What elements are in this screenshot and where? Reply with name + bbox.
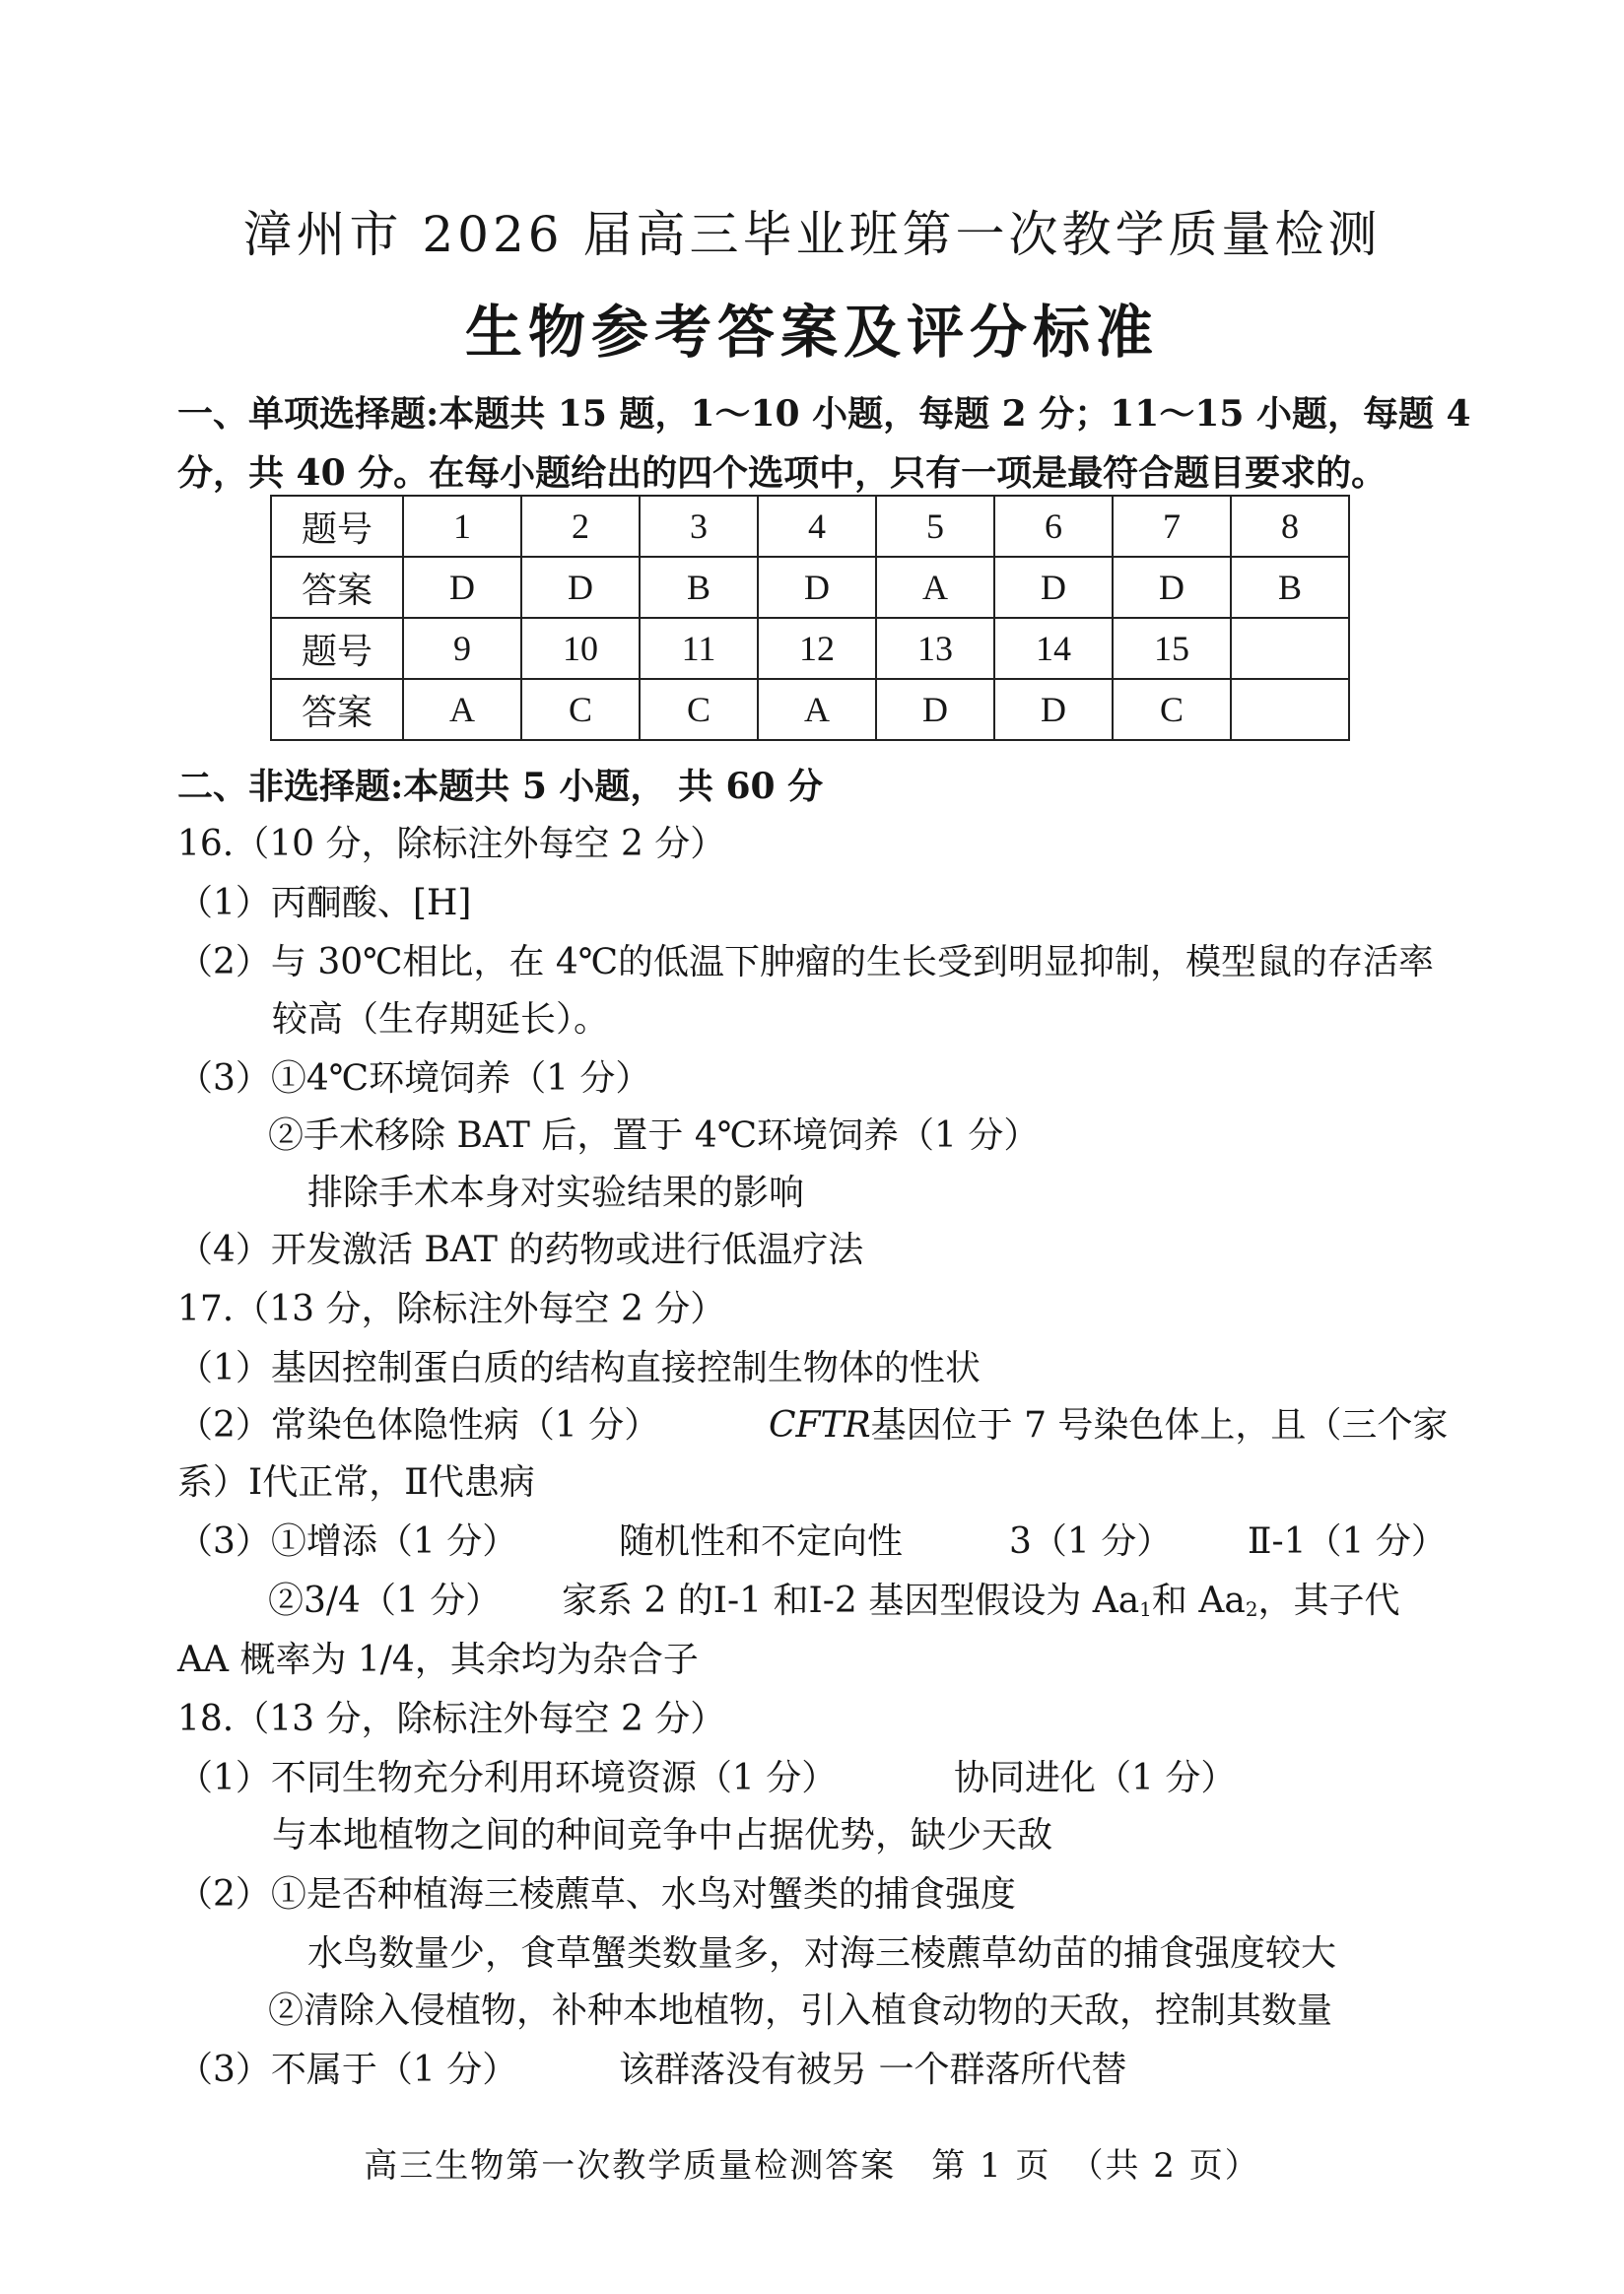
table-cell: B [1231, 557, 1349, 618]
table-cell: 11 [640, 618, 758, 679]
table-cell: 13 [876, 618, 994, 679]
section2-heading: 二、非选择题:本题共 5 小题， 共 60 分 [177, 766, 824, 807]
table-cell: 5 [876, 496, 994, 557]
table-cell: A [758, 679, 876, 740]
table-cell: D [403, 557, 521, 618]
table-cell: 4 [758, 496, 876, 557]
table-cell: A [403, 679, 521, 740]
section1-heading-line2: 分，共 40 分。在每小题给出的四个选项中，只有一项是最符合题目要求的。 [177, 452, 1387, 494]
table-cell: 8 [1231, 496, 1349, 557]
q17-answer-2b: 系）Ⅰ代正常，Ⅱ代患病 [177, 1462, 535, 1503]
q17-title: 17.（13 分，除标注外每空 2 分） [177, 1289, 726, 1329]
q16-answer-3b: ②手术移除 BAT 后，置于 4℃环境饲养（1 分） [268, 1115, 1040, 1156]
gene-name: CFTR [769, 1405, 871, 1446]
table-cell: 7 [1113, 496, 1231, 557]
table-row-numbers-2 [271, 618, 1349, 679]
table-cell: 2 [521, 496, 640, 557]
table-header-question: 题号 [271, 496, 403, 557]
q16-title: 16.（10 分，除标注外每空 2 分） [177, 824, 726, 864]
table-cell: 14 [994, 618, 1113, 679]
q18-answer-3b: 该群落没有被另 一个群落所代替 [619, 2050, 1127, 2090]
table-cell: D [521, 557, 640, 618]
q18-answer-3a: （3）不属于（1 分） [177, 2050, 518, 2090]
document-title: 漳州市 2026 届高三毕业班第一次教学质量检测 [242, 206, 1382, 263]
q17-answer-3a-4: Ⅱ-1（1 分） [1248, 1521, 1447, 1562]
table-cell: D [994, 679, 1113, 740]
q17-answer-2-left: （2）常染色体隐性病（1 分） [177, 1405, 660, 1446]
q17-answer-3b-2: 家系 2 的Ⅰ-1 和Ⅰ-2 基因型假设为 $Aa_1$和 $Aa_2$，其子代 [562, 1581, 1400, 1621]
table-cell: 9 [403, 618, 521, 679]
table-header-answer: 答案 [271, 679, 403, 740]
q18-answer-1b: 协同进化（1 分） [954, 1758, 1237, 1798]
page-footer: 高三生物第一次教学质量检测答案 第 1 页 （共 2 页） [364, 2146, 1260, 2186]
table-cell: C [640, 679, 758, 740]
table-cell: 12 [758, 618, 876, 679]
table-row-answers-1 [271, 557, 1349, 618]
table-cell: A [876, 557, 994, 618]
q18-answer-2c: ②清除入侵植物，补种本地植物，引入植食动物的天敌，控制其数量 [268, 1990, 1333, 2031]
table-cell [1231, 679, 1349, 740]
table-cell: D [876, 679, 994, 740]
q17-answer-1: （1）基因控制蛋白质的结构直接控制生物体的性状 [177, 1348, 981, 1388]
q16-answer-3a: （3）①4℃环境饲养（1 分） [177, 1058, 651, 1099]
q16-answer-1: （1）丙酮酸、[H] [177, 883, 472, 923]
table-cell: 3 [640, 496, 758, 557]
q18-answer-2b: 水鸟数量少，食草蟹类数量多，对海三棱藨草幼苗的捕食强度较大 [307, 1933, 1337, 1974]
answer-table [270, 495, 1350, 741]
q18-answer-2a: （2）①是否种植海三棱藨草、水鸟对蟹类的捕食强度 [177, 1874, 1016, 1915]
q17-answer-3a-1: （3）①增添（1 分） [177, 1521, 518, 1562]
q17-answer-3b-1: ②3/4（1 分） [268, 1581, 502, 1621]
table-row-numbers-1 [271, 496, 1349, 557]
table-cell: C [521, 679, 640, 740]
q18-title: 18.（13 分，除标注外每空 2 分） [177, 1699, 726, 1739]
table-header-question: 题号 [271, 618, 403, 679]
table-cell: D [1113, 557, 1231, 618]
table-cell: 1 [403, 496, 521, 557]
table-row-answers-2 [271, 679, 1349, 740]
section1-heading-line1: 一、单项选择题:本题共 15 题，1～10 小题，每题 2 分；11～15 小题，每题 4 [177, 393, 1471, 435]
document-subtitle: 生物参考答案及评分标准 [464, 299, 1159, 366]
q16-answer-4: （4）开发激活 BAT 的药物或进行低温疗法 [177, 1230, 864, 1270]
q16-answer-2a: （2）与 30℃相比，在 4℃的低温下肿瘤的生长受到明显抑制，模型鼠的存活率 [177, 942, 1435, 982]
table-cell: B [640, 557, 758, 618]
table-cell: 15 [1113, 618, 1231, 679]
table-cell: 10 [521, 618, 640, 679]
q17-answer-3a-2: 随机性和不定向性 [619, 1521, 904, 1562]
table-cell: D [758, 557, 876, 618]
table-header-answer: 答案 [271, 557, 403, 618]
q16-answer-3c: 排除手术本身对实验结果的影响 [307, 1173, 805, 1213]
table-cell: 6 [994, 496, 1113, 557]
q16-answer-2b: 较高（生存期延长）。 [272, 999, 610, 1040]
q17-answer-2-right: CFTR基因位于 7 号染色体上，且（三个家 [769, 1405, 1449, 1446]
table-cell [1231, 618, 1349, 679]
q18-answer-1a: （1）不同生物充分利用环境资源（1 分） [177, 1758, 838, 1798]
q17-answer-3c: AA 概率为 1/4，其余均为杂合子 [177, 1640, 699, 1680]
table-cell: C [1113, 679, 1231, 740]
table-cell: D [994, 557, 1113, 618]
q17-answer-3a-3: 3（1 分） [1009, 1521, 1173, 1562]
q18-answer-1c: 与本地植物之间的种间竞争中占据优势，缺少天敌 [272, 1815, 1053, 1855]
